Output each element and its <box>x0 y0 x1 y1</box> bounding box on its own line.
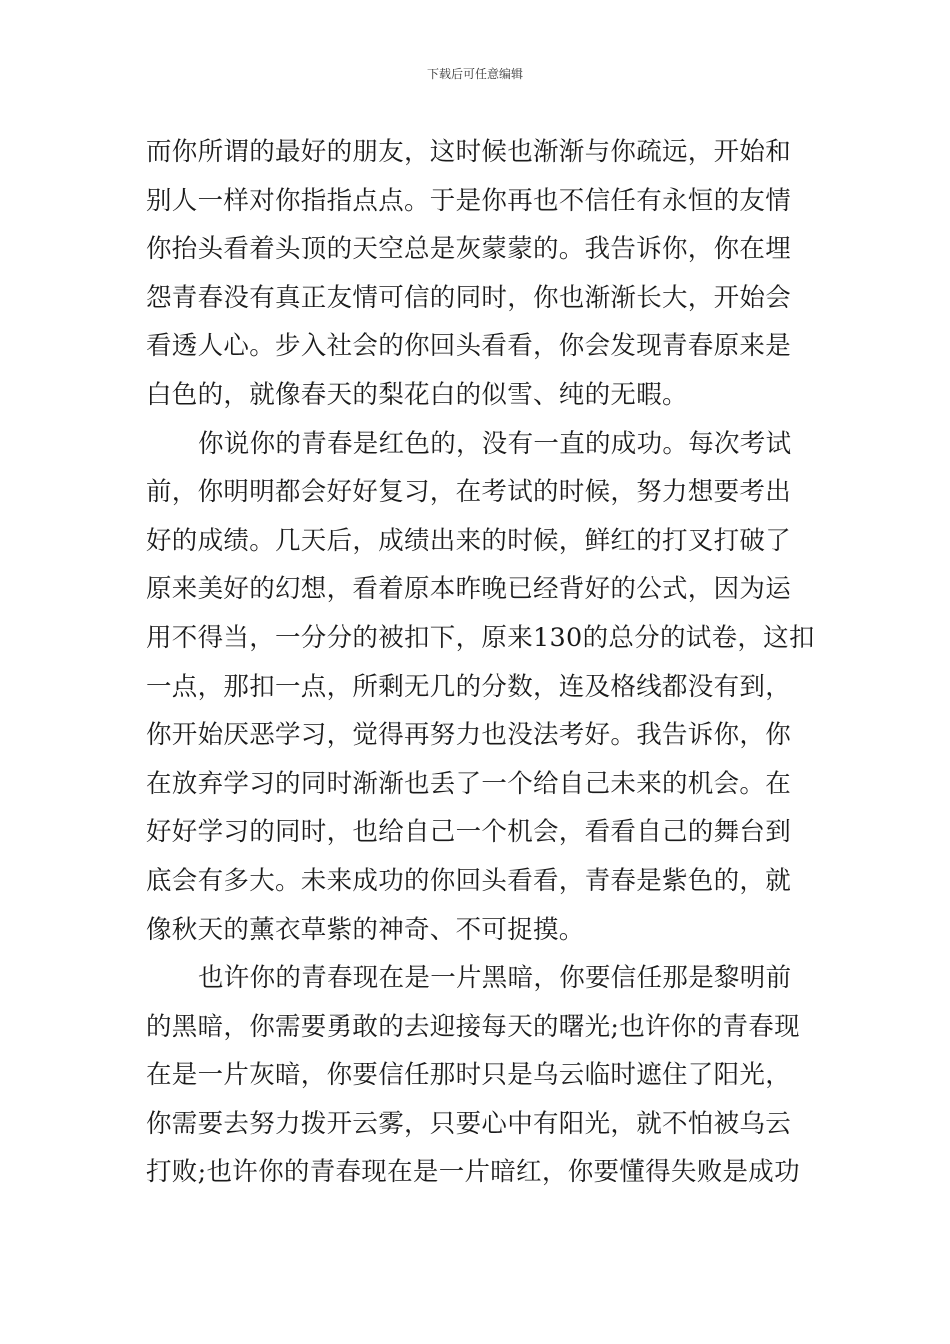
text-line: 你抬头看着头顶的天空总是灰蒙蒙的。我告诉你，你在埋 <box>146 234 792 265</box>
text-line: 一点，那扣一点，所剩无几的分数，连及格线都没有到， <box>146 671 792 702</box>
text-line: 怨青春没有真正友情可信的同时，你也渐渐长大，开始会 <box>146 282 792 313</box>
text-line: 你需要去努力拨开云雾，只要心中有阳光，就不怕被乌云 <box>146 1108 792 1139</box>
text-line: 在是一片灰暗，你要信任那时只是乌云临时遮住了阳光， <box>146 1060 792 1091</box>
text-line: 看透人心。步入社会的你回头看看，你会发现青春原来是 <box>146 331 792 362</box>
page-header-note: 下载后可任意编辑 <box>426 67 523 81</box>
text-line: 白色的，就像春天的梨花白的似雪、纯的无暇。 <box>146 379 688 410</box>
text-line: 的黑暗，你需要勇敢的去迎接每天的曙光;也许你的青春现 <box>146 1011 800 1042</box>
text-line: 你说你的青春是红色的，没有一直的成功。每次考试 <box>198 428 792 459</box>
text-line: 而你所谓的最好的朋友，这时候也渐渐与你疏远，开始和 <box>146 137 792 167</box>
text-line: 也许你的青春现在是一片黑暗，你要信任那是黎明前 <box>198 963 792 994</box>
text-line: 底会有多大。未来成功的你回头看看，青春是紫色的，就 <box>146 865 792 896</box>
text-line: 像秋天的薰衣草紫的神奇、不可捉摸。 <box>146 914 585 945</box>
text-line: 前，你明明都会好好复习，在考试的时候，努力想要考出 <box>146 477 792 508</box>
text-line: 打败;也许你的青春现在是一片暗红，你要懂得失败是成功 <box>146 1157 800 1188</box>
paragraph-1 <box>146 128 816 420</box>
text-line: 好好学习的同时，也给自己一个机会，看看自己的舞台到 <box>146 817 792 848</box>
text-line: 原来美好的幻想，看着原本昨晚已经背好的公式，因为运 <box>146 574 792 605</box>
document-body <box>146 128 816 1197</box>
text-line: 你开始厌恶学习，觉得再努力也没法考好。我告诉你，你 <box>146 720 792 751</box>
text-line: 别人一样对你指指点点。于是你再也不信任有永恒的友情 <box>146 185 792 216</box>
paragraph-3 <box>146 954 816 1197</box>
paragraph-2 <box>146 420 816 955</box>
text-line: 好的成绩。几天后，成绩出来的时候，鲜红的打叉打破了 <box>146 525 792 556</box>
text-line: 用不得当，一分分的被扣下，原来130的总分的试卷，这扣 <box>146 622 815 653</box>
text-line: 在放弃学习的同时渐渐也丢了一个给自己未来的机会。在 <box>146 768 792 799</box>
